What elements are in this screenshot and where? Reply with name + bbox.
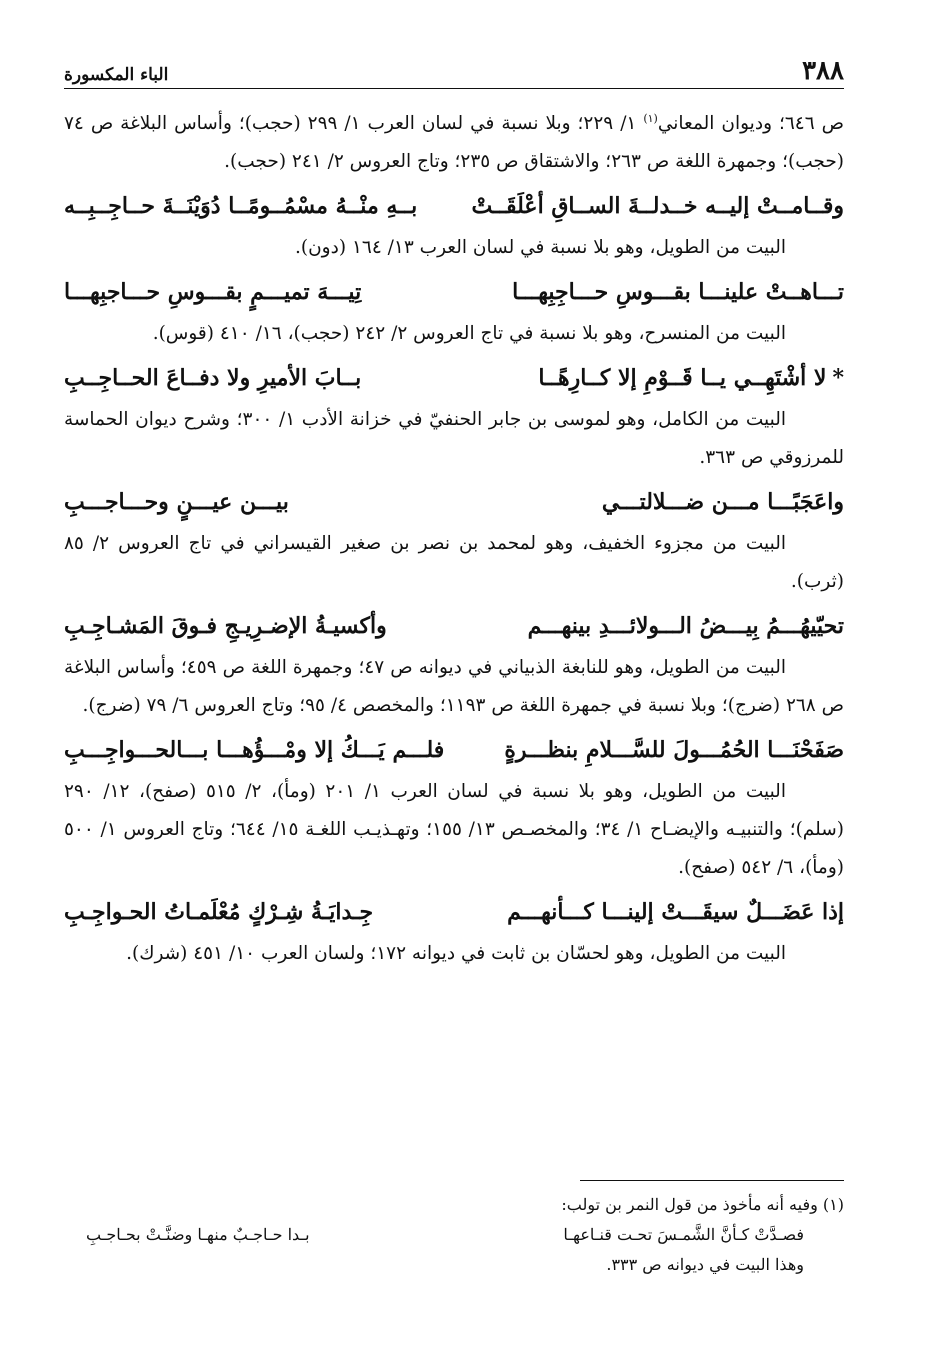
verse-line	[64, 269, 844, 315]
verse-first-hemistich: تـــاهــتْ علينـــا بقـــوسِ حـــاجِبِهـــا	[512, 279, 844, 305]
verse-second-hemistich: بــهِ منْــهُ مسْمُــومًــا دُوَيْنَــةَ حــاجِــبِــه	[64, 193, 418, 219]
footnote-intro: (١) وفيه أنه مأخوذ من قول النمر بن تولب:	[561, 1195, 844, 1214]
verse-line	[64, 355, 844, 401]
running-header	[64, 40, 844, 89]
verse-second-hemistich: تِيـــهَ تميـــمٍ بقـــوسِ حـــاجبِهـــا	[64, 279, 362, 305]
page-number: ٣٨٨	[802, 56, 844, 86]
document-page	[64, 40, 844, 1340]
verse-second-hemistich: جِـدايَـةُ شِـرْكٍ مُعْلَمـاتُ الحـواجِـبِ	[64, 899, 374, 925]
verse-first-hemistich	[538, 355, 844, 401]
verse-line	[64, 479, 844, 525]
footnote-divider	[580, 1180, 844, 1181]
verse-first-hemistich: إذا عَضَـــلٌ سيقَـــتْ إلينـــا كـــأنهـــم	[507, 899, 844, 925]
verse-first-hemistich: تحيّيهُـــمُ بِيـــضُ الـــولائـــدِ بينهـــم	[527, 613, 844, 639]
verse-first-hemistich: واعَجَبًـــا مـــن ضـــلالتـــي	[601, 489, 844, 515]
verse-second-hemistich: بــابَ الأميرِ ولا دفــاعَ الحــاجِــبِ	[64, 365, 362, 391]
paragraph-text-cont: ١/ ٢٢٩؛ وبلا نسبة في لسان العرب ١/ ٢٩٩ (حجب)؛ وأساس البلاغة ص ٧٤ (حجب)؛ وجمهرة اللغة ص ٢٦٣؛ والاشتقاق ص ٢٣٥؛ وتاج العروس ٢/ ٢٤١ (حجب).	[64, 113, 844, 172]
verse-line	[64, 727, 844, 773]
verse-second-hemistich: بيـــن عيـــنٍ وحـــاجـــبِ	[64, 489, 289, 515]
verse-note: البيت من المنسرح، وهو بلا نسبة في تاج العروس ٢/ ٢٤٢ (حجب)، ١٦/ ٤١٠ (قوس).	[152, 323, 786, 344]
footnotes	[64, 1190, 844, 1280]
verse-note: البيت من الكامل، وهو لموسى بن جابر الحنفيّ في خزانة الأدب ١/ ٣٠٠؛ وشرح ديوان الحماسة للمرزوقي ص ٣٦٣.	[64, 409, 844, 468]
footnote-closing: وهذا البيت في ديوانه ص ٣٣٣.	[606, 1255, 804, 1274]
verse-first-hemistich: صَفَحْنَـــا الحُمُـــولَ للسَّـــلامِ بنظـــرةٍ	[504, 737, 844, 763]
verse-first-hemistich: وقــامــتْ إليــه خــدلــةَ الســاقِ أعْلَقَــتْ	[471, 193, 844, 219]
verse-line	[64, 889, 844, 935]
verse-note: البيت من الطويل، وهو بلا نسبة في لسان العرب ١٣/ ١٦٤ (دون).	[295, 237, 786, 258]
footnote-verse	[64, 1220, 844, 1250]
paragraph-text: ص ٦٤٦؛ وديوان المعاني	[657, 113, 844, 134]
verse-note: البيت من الطويل، وهو للنابغة الذبياني في ديوانه ص ٤٧؛ وجمهرة اللغة ص ٤٥٩؛ وأساس البلاغة ص ٢٦٨ (ضرج)؛ وبلا نسبة في جمهرة اللغة ص ١١٩٣؛ والمخصص ٤/ ٩٥؛ وتاج العروس ٦/ ٧٩ (ضرج).	[64, 657, 844, 716]
verse-line	[64, 183, 844, 229]
footnote-marker[interactable]: (١)	[643, 111, 658, 125]
asterisk-marker: *	[832, 365, 844, 391]
footnote-verse-first-hemistich: فصـدَّتْ كـأنَّ الشَّمـسَ تحـت قنـاعهـا	[563, 1225, 804, 1244]
body-text	[64, 105, 844, 973]
verse-line	[64, 603, 844, 649]
verse-note: البيت من الطويل، وهو لحسّان بن ثابت في ديوانه ١٧٢؛ ولسان العرب ١٠/ ٤٥١ (شرك).	[126, 943, 786, 964]
verse-note: البيت من الطويل، وهو بلا نسبة في لسان العرب ١/ ٢٠١ (ومأ)، ٢/ ٥١٥ (صفح)، ١٢/ ٢٩٠ (سلم)؛ والتنبيـه والإيضـاح ١/ ٣٤؛ والمخصـص ١٣/ ١٥٥؛ وتهـذيـب اللغـة ١٥/ ٦٤٤؛ وتاج العروس ١/ ٥٠٠ (ومأ)، ٦/ ٥٤٢ (صفح).	[64, 781, 844, 878]
verse-second-hemistich: وأكسيـةُ الإضـرِيـجِ فـوقَ المَشـاجِـبِ	[64, 613, 387, 639]
chapter-title: الباء المكسورة	[64, 65, 169, 85]
footnote-verse-second-hemistich: بـدا حـاجـبٌ منهـا وضنَّـتْ بحـاجـبِ	[86, 1225, 310, 1244]
verse-note: البيت من مجزوء الخفيف، وهو لمحمد بن نصر بن صغير القيسراني في تاج العروس ٢/ ٨٥ (ثرب).	[64, 533, 844, 592]
verse-first-hemistich-text: لا أشْتَهِــي يــا قَــوْمِ إلا كــارِهًــا	[538, 365, 827, 391]
verse-second-hemistich: فلـــم يَـــكُ إلا ومْـــؤُهـــا بـــالحـــواجِـــبِ	[64, 737, 445, 763]
continuation-paragraph	[64, 105, 844, 181]
